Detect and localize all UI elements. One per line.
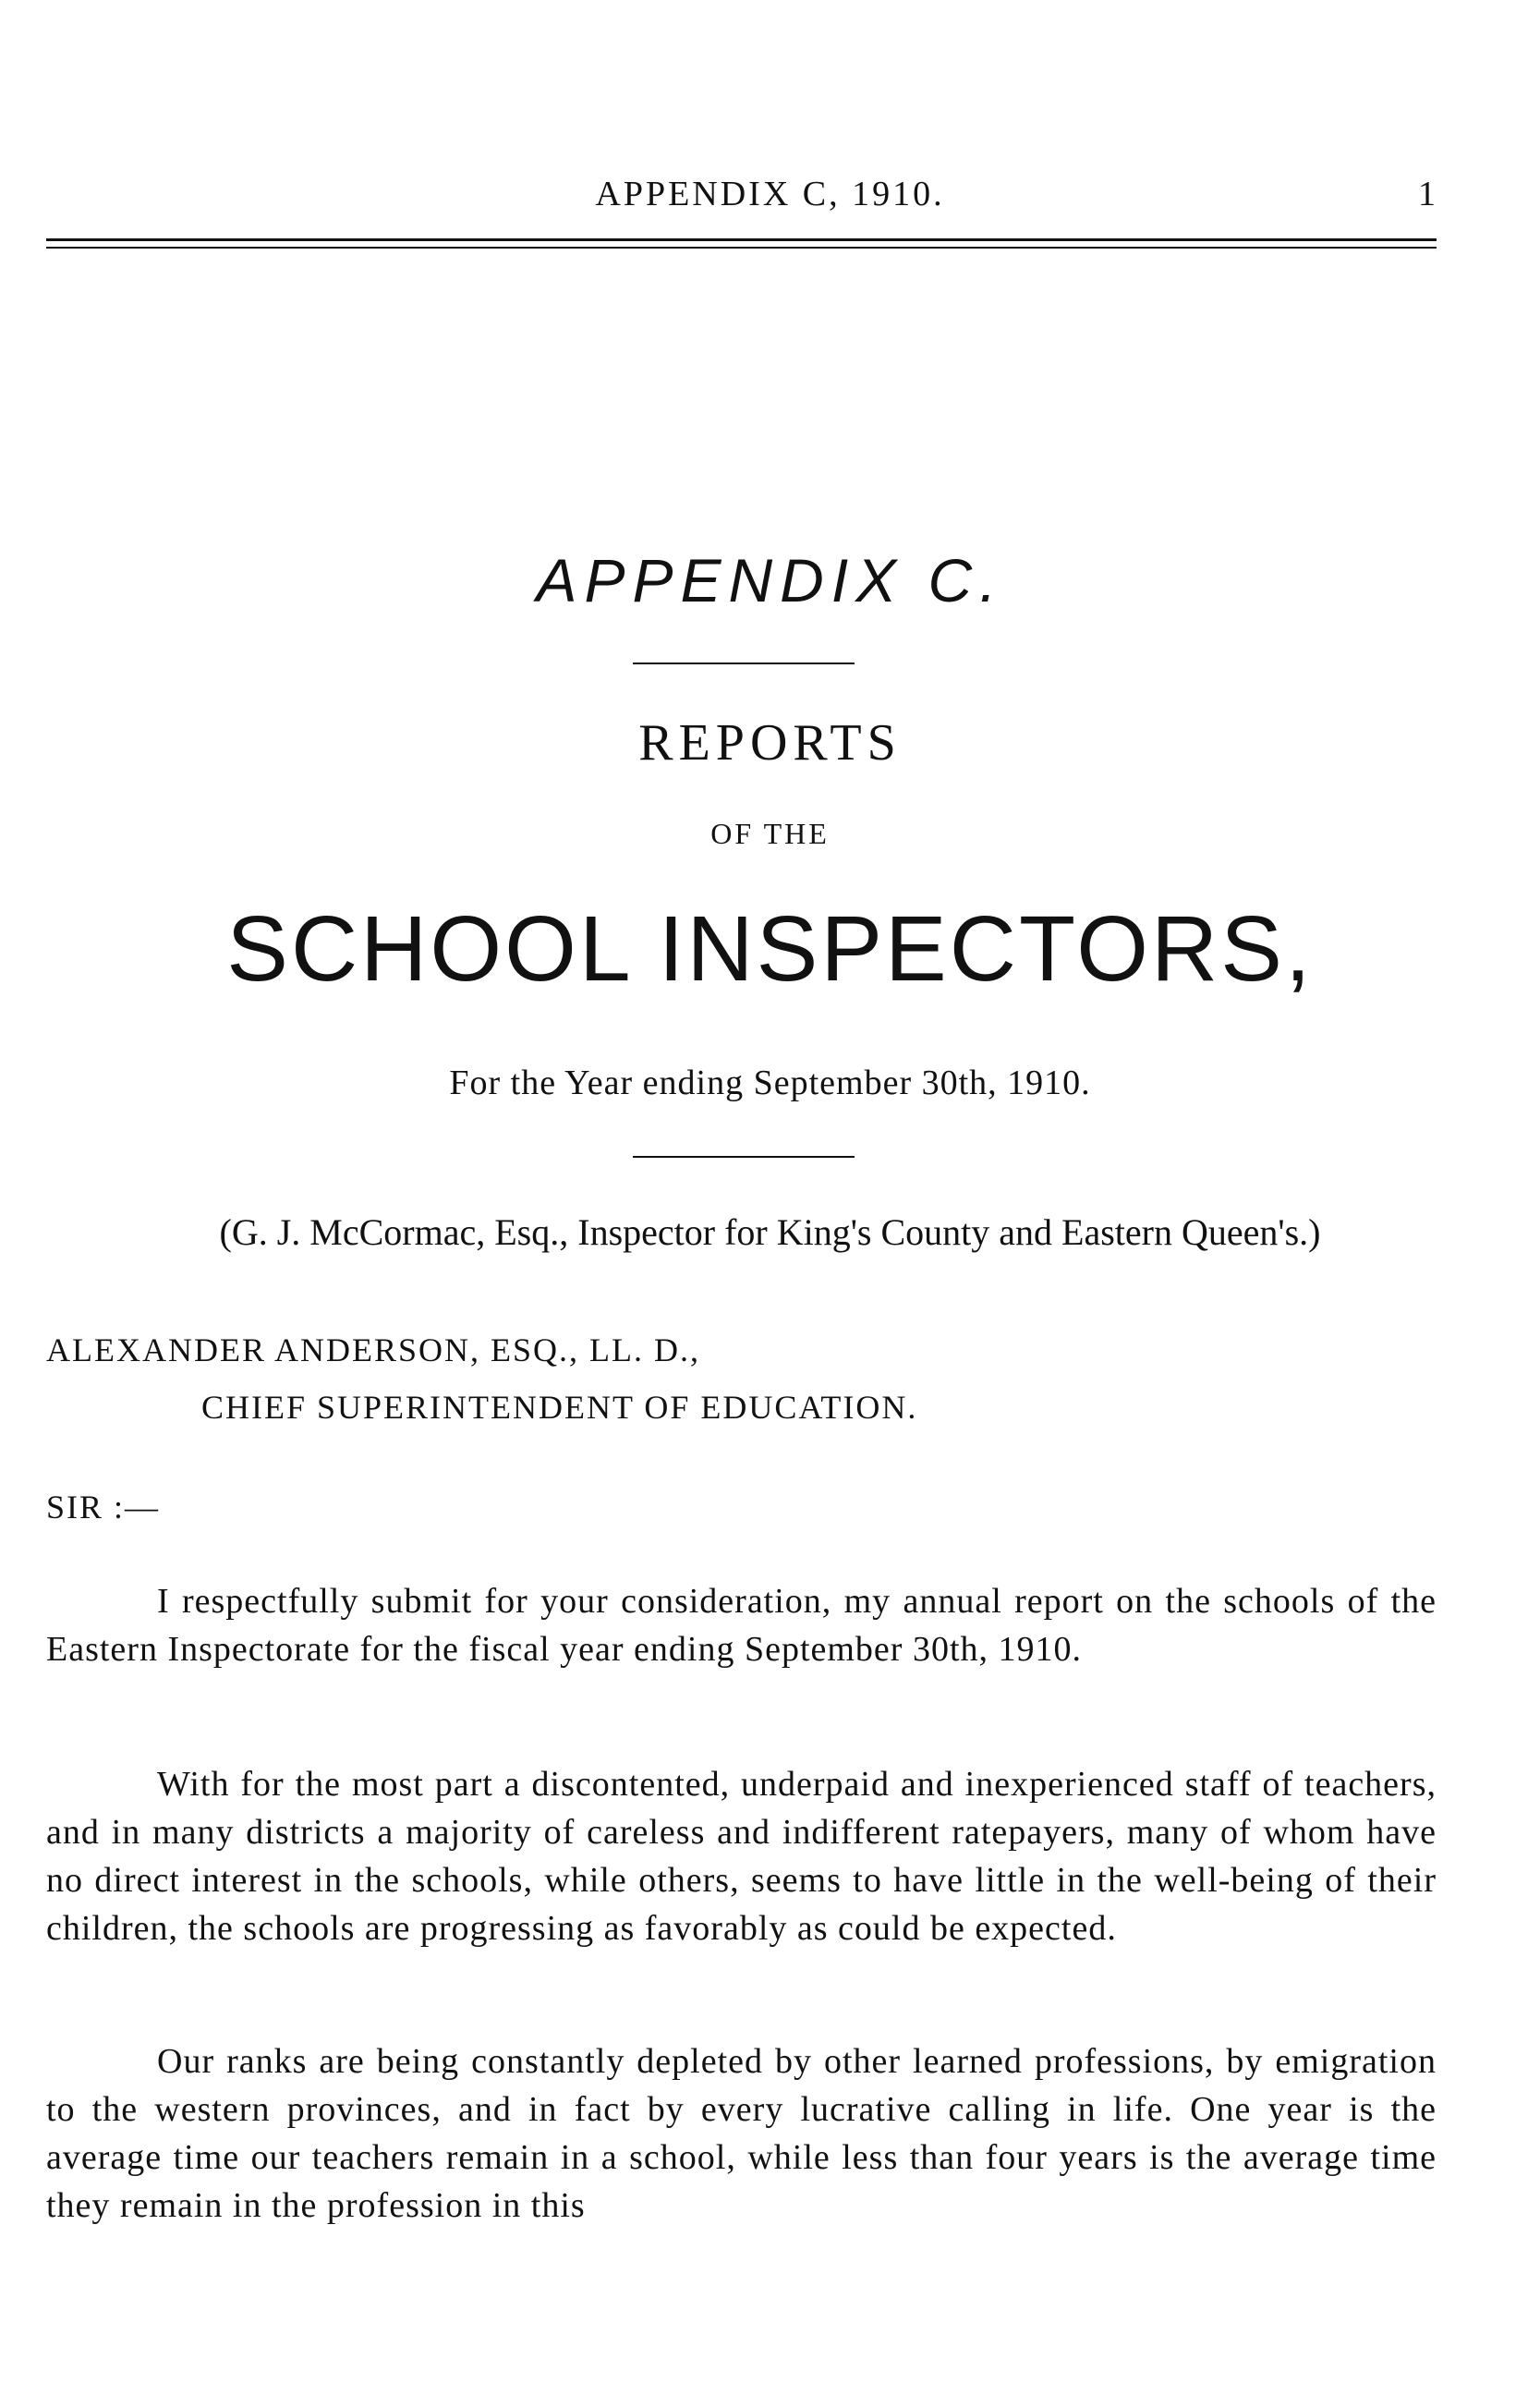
appendix-title: APPENDIX C.: [536, 546, 1004, 614]
school-inspectors-heading: SCHOOL INSPECTORS,: [226, 897, 1314, 1001]
body-paragraph-3: Our ranks are being constantly depleted by other learned professions, by emigration to the western provinces, and in fact by every lucrative calling in life. One year is the average time our teachers remain in a school, while less than four years is the average time they remain in the profession in this: [46, 2042, 1437, 2225]
of-the-heading: OF THE: [710, 817, 830, 850]
inspector-line: (G. J. McCormac, Esq., Inspector for King's County and Eastern Queen's.): [219, 1211, 1321, 1253]
running-head: APPENDIX C, 1910.: [595, 175, 945, 213]
addressee-title: CHIEF SUPERINTENDENT OF EDUCATION.: [201, 1389, 918, 1426]
header-rule-thick: [46, 238, 1437, 241]
subtitle-divider: [633, 1156, 855, 1158]
year-line: For the Year ending September 30th, 1910.: [449, 1064, 1091, 1102]
addressee-name: ALEXANDER ANDERSON, ESQ., LL. D.,: [46, 1331, 700, 1368]
header-rule-thin: [46, 247, 1437, 249]
body-paragraph-1: I respectfully submit for your consideration, my annual report on the schools of the Eastern Inspectorate for the fiscal year ending September 30th, 1910.: [46, 1582, 1437, 1669]
body-paragraph-2: With for the most part a discontented, underpaid and inexperienced staff of teachers, and in many districts a majority of careless and indifferent ratepayers, many of whom have no direct interest in the schools, while others, seems to have little in the well-being of their children, the schools are progressing as favorably as could be expected.: [46, 1765, 1437, 1948]
reports-heading: REPORTS: [638, 714, 902, 772]
title-divider: [633, 663, 855, 664]
salutation: SIR :—: [46, 1489, 161, 1526]
page-number: 1: [1418, 175, 1436, 213]
